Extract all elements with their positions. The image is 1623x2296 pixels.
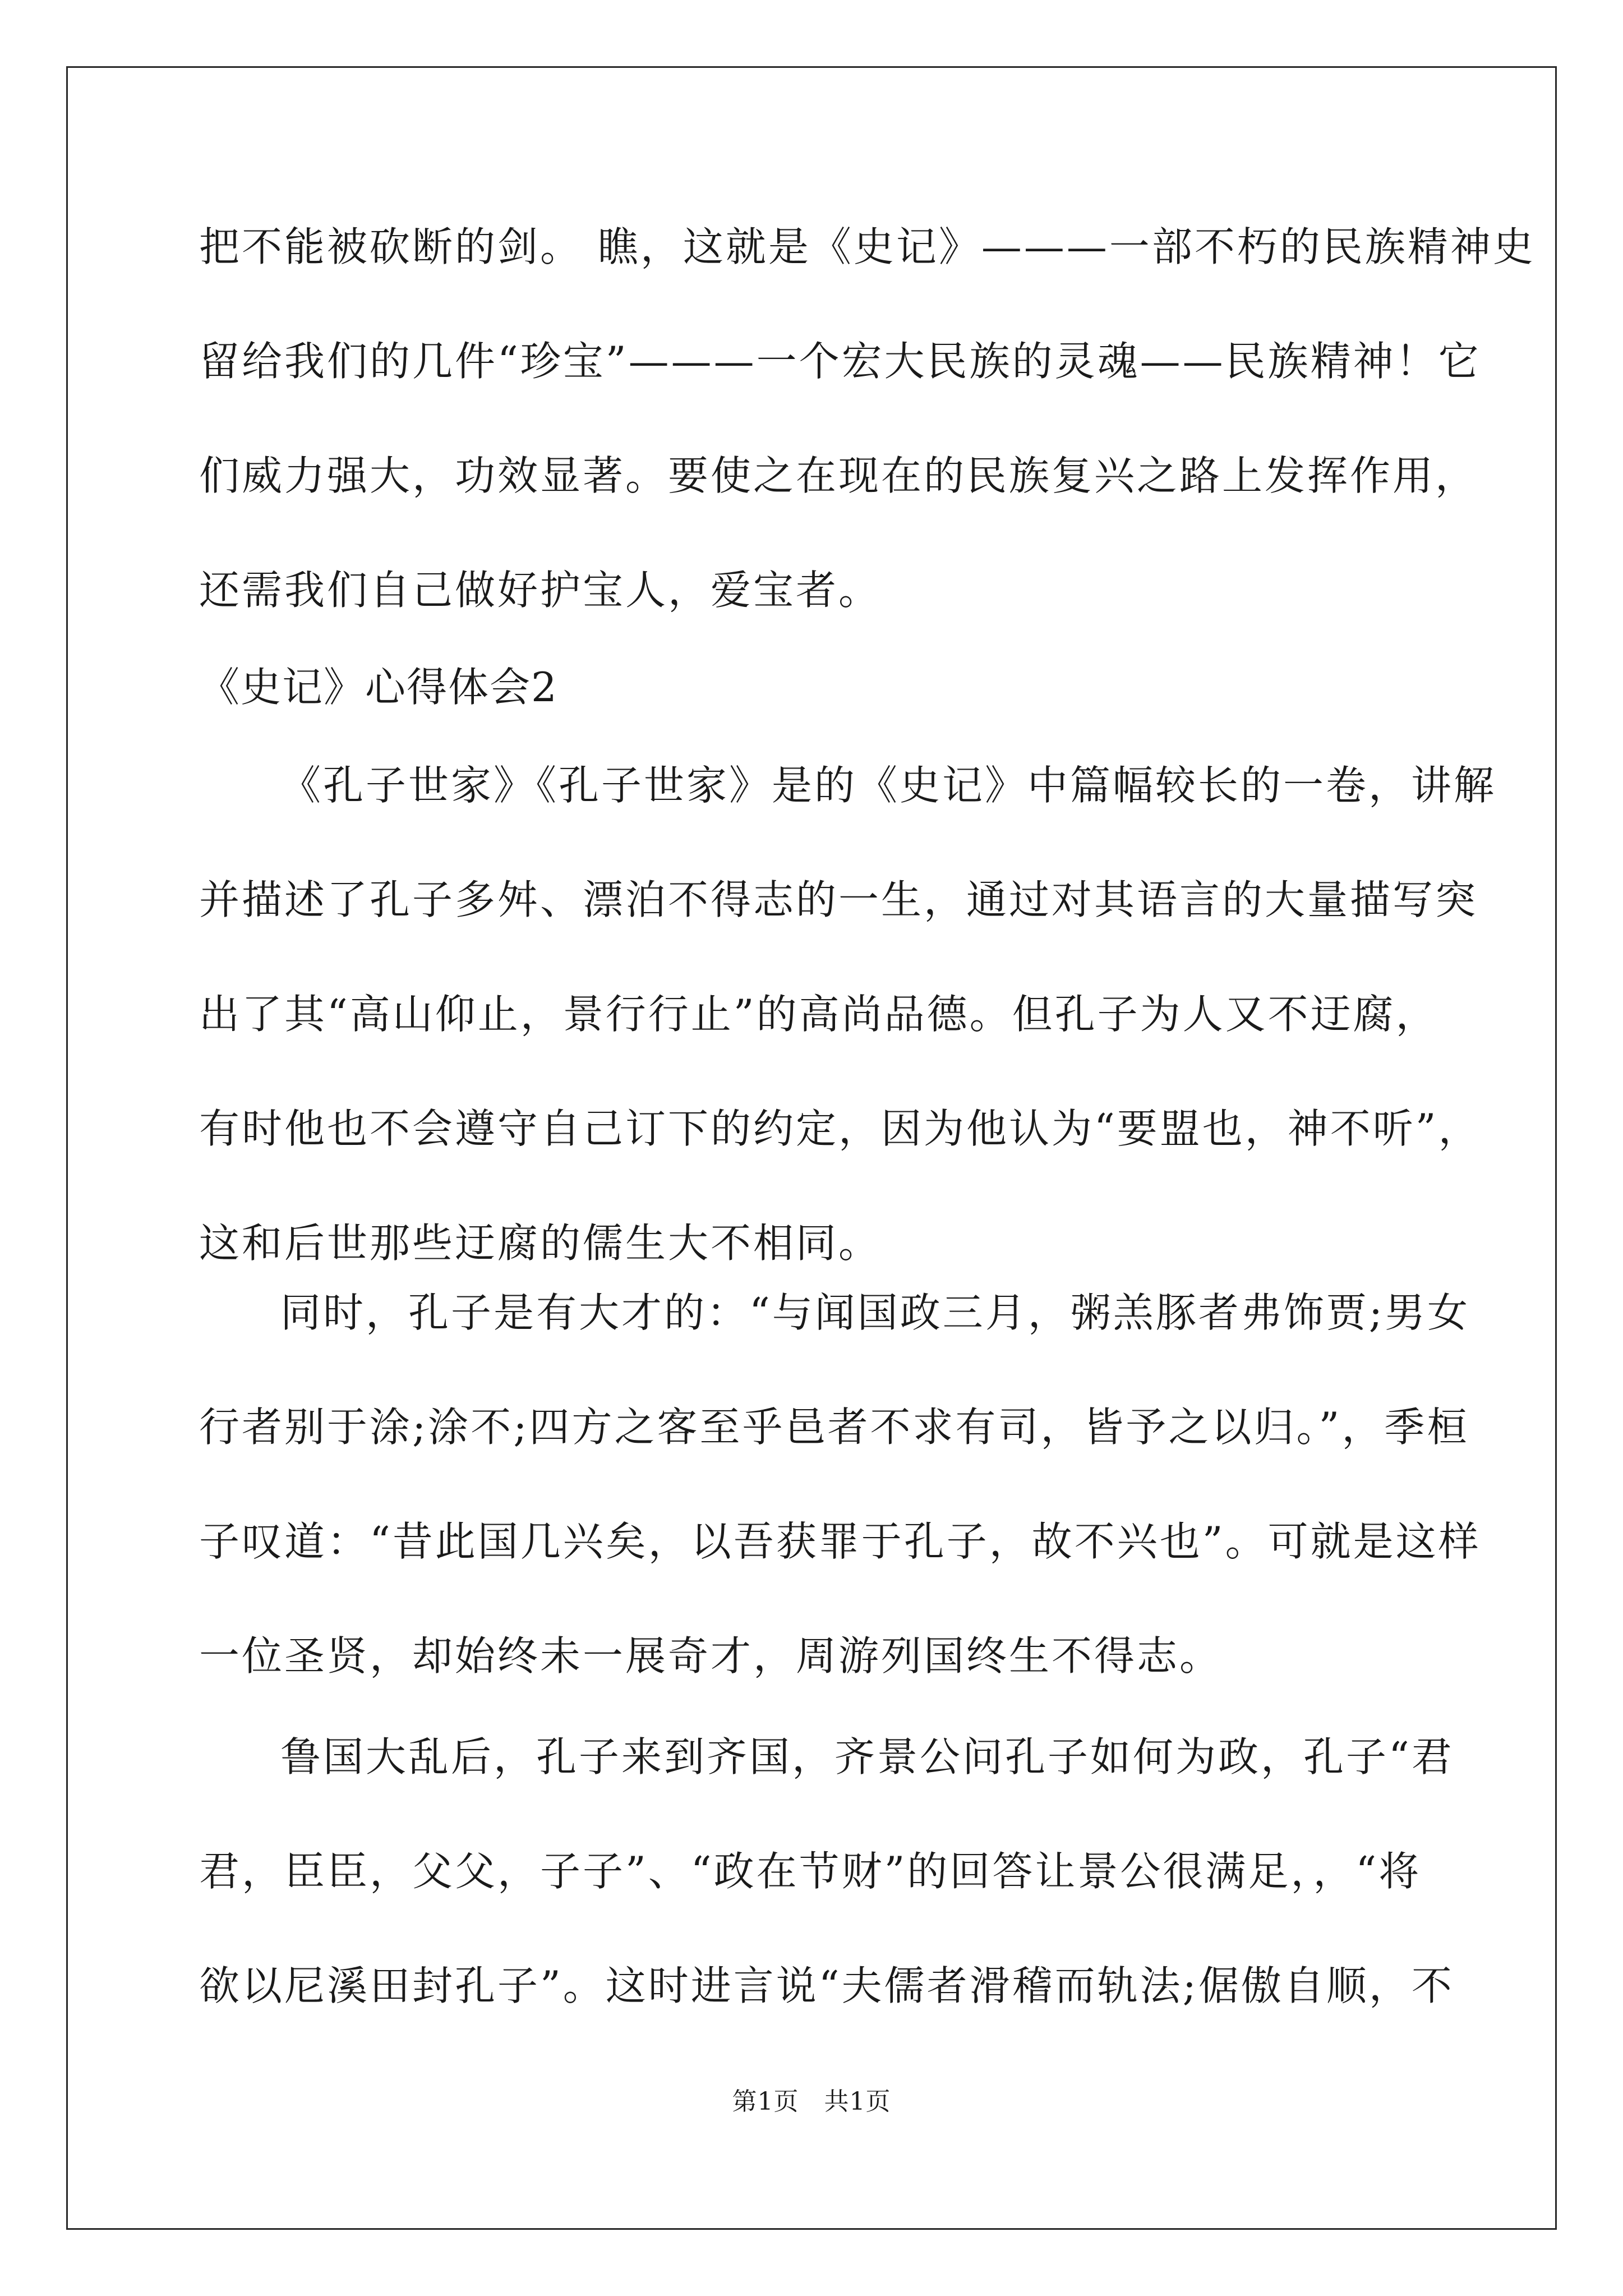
- text-line: 一位圣贤，却始终未一展奇才，周游列国终生不得志。: [199, 1632, 1223, 1680]
- text-line: 出了其“高山仰止，景行行止”的高尚品德。但孔子为人又不迂腐，: [199, 991, 1438, 1038]
- text-line: 《孔子世家》《孔子世家》是的《史记》中篇幅较长的一卷，讲解: [280, 762, 1497, 809]
- text-line: 还需我们自己做好护宝人，爱宝者。: [199, 567, 882, 614]
- text-line: 行者别于涂;涂不;四方之客至乎邑者不求有司，皆予之以归。”，季桓: [199, 1404, 1470, 1451]
- text-line: 把不能被砍断的剑。 瞧，这就是《史记》———一部不朽的民族精神史: [199, 223, 1536, 270]
- text-line: 有时他也不会遵守自己订下的约定，因为他认为“要盟也，神不听”，: [199, 1105, 1481, 1152]
- text-line: 们威力强大，功效显著。要使之在现在的民族复兴之路上发挥作用，: [199, 452, 1478, 499]
- text-line: 欲以尼溪田封孔子”。这时进言说“夫儒者滑稽而轨法;倨傲自顺，不: [199, 1962, 1454, 2009]
- page-number-footer: 第1页 共1页: [732, 2087, 891, 2116]
- text-line: 留给我们的几件“珍宝”———一个宏大民族的灵魂——民族精神！它: [199, 338, 1481, 385]
- text-line: 君，臣臣，父父，子子”、“政在节财”的回答让景公很满足，，“将: [199, 1848, 1422, 1895]
- text-line: 并描述了孔子多舛、漂泊不得志的一生，通过对其语言的大量描写突: [199, 876, 1478, 923]
- text-line: 同时，孔子是有大才的：“与闻国政三月，粥羔豚者弗饰贾;男女: [280, 1289, 1470, 1336]
- text-line: 这和后世那些迂腐的儒生大不相同。: [199, 1220, 882, 1267]
- text-line: 鲁国大乱后，孔子来到齐国，齐景公问孔子如何为政，孔子“君: [280, 1733, 1454, 1780]
- text-line: 子叹道：“昔此国几兴矣，以吾获罪于孔子，故不兴也”。可就是这样: [199, 1518, 1481, 1565]
- section-heading: 《史记》心得体会2: [199, 664, 558, 711]
